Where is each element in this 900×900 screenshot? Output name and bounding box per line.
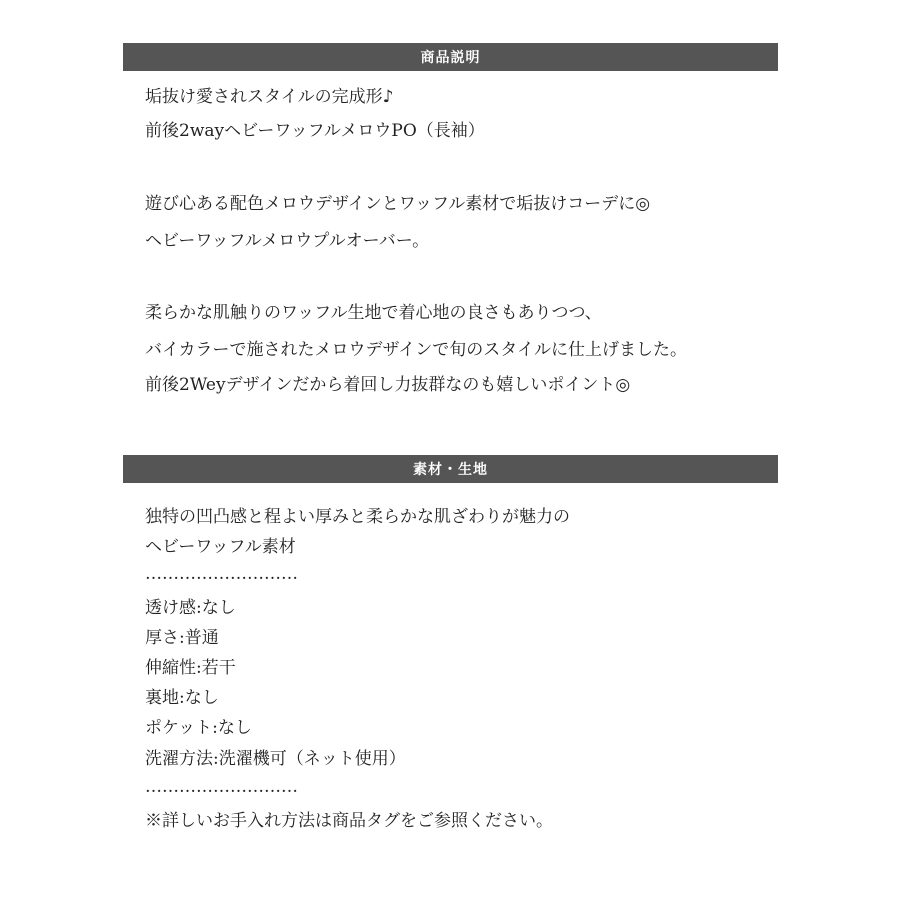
- material-line: ポケット:なし: [145, 718, 252, 738]
- separator-dots: ………………………: [145, 777, 298, 797]
- material-line: 厚さ:普通: [145, 628, 219, 648]
- description-line: 遊び心ある配色メロウデザインとワッフル素材で垢抜けコーデに◎: [145, 194, 651, 214]
- description-line: 前後2Weyデザインだから着回し力抜群なのも嬉しいポイント◎: [145, 375, 631, 395]
- section-title: 商品説明: [420, 50, 481, 66]
- material-line: 洗濯方法:洗濯機可（ネット使用）: [145, 749, 406, 769]
- description-line: 前後2wayヘビーワッフルメロウPO（長袖）: [145, 121, 485, 141]
- description-line: 柔らかな肌触りのワッフル生地で着心地の良さもありつつ、: [145, 303, 602, 323]
- separator-dots: ………………………: [145, 564, 298, 584]
- section-title: 素材・生地: [413, 462, 488, 478]
- section-header-material: [123, 455, 778, 483]
- material-line: 透け感:なし: [145, 598, 236, 618]
- material-line: 独特の凹凸感と程よい厚みと柔らかな肌ざわりが魅力の: [145, 507, 570, 527]
- section-header-description: [123, 43, 778, 71]
- description-line: 垢抜け愛されスタイルの完成形♪: [145, 87, 394, 107]
- material-line: 裏地:なし: [145, 688, 219, 708]
- material-line: ヘビーワッフル素材: [145, 537, 296, 557]
- description-line: ヘビーワッフルメロウプルオーバー。: [145, 231, 430, 251]
- material-line: 伸縮性:若干: [145, 658, 236, 678]
- care-note: ※詳しいお手入れ方法は商品タグをご参照ください。: [145, 811, 553, 831]
- description-line: バイカラーで施されたメロウデザインで旬のスタイルに仕上げました。: [145, 340, 687, 360]
